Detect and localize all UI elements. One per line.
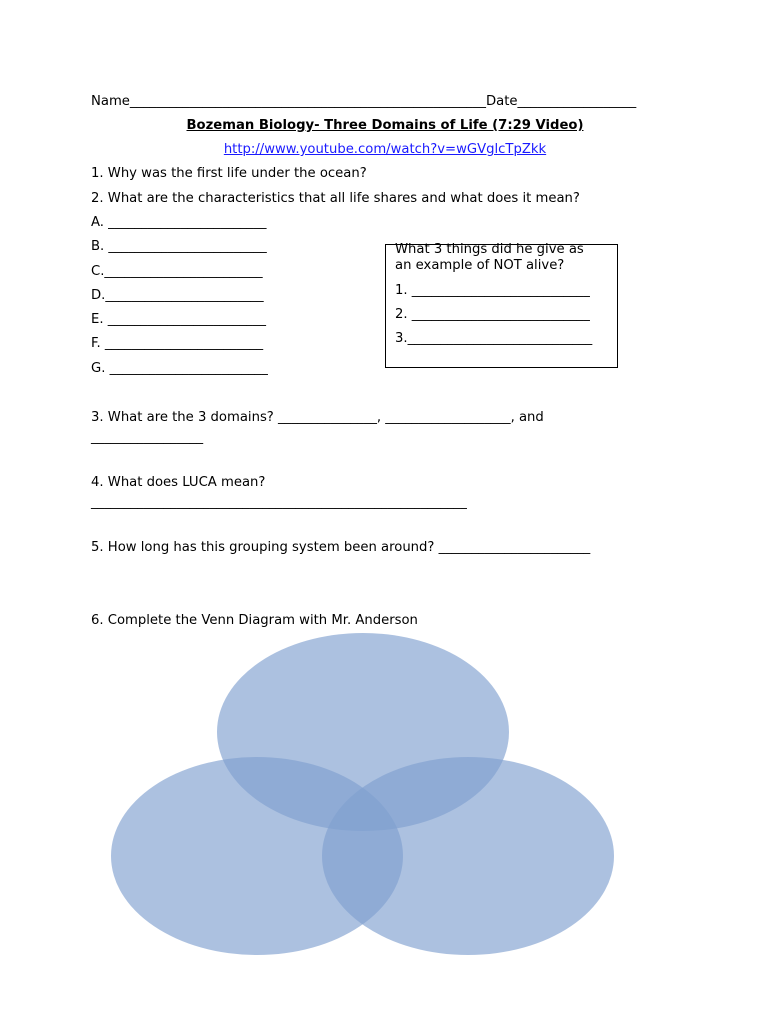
answer-line-d: D.________________________	[91, 288, 264, 303]
question-4: 4. What does LUCA mean?	[91, 475, 266, 490]
video-link[interactable]: http://www.youtube.com/watch?v=wGVglcTpZkk	[223, 142, 547, 157]
answer-line-f: F. ________________________	[91, 336, 264, 351]
name-date-line: Name______________________________________________________Date__________________	[91, 94, 637, 109]
page-title: Bozeman Biology- Three Domains of Life (7:29 Video)	[186, 118, 584, 133]
question-6: 6. Complete the Venn Diagram with Mr. Anderson	[91, 613, 418, 628]
question-1: 1. Why was the first life under the ocean?	[91, 166, 367, 181]
answer-line-c: C.________________________	[91, 264, 263, 279]
question-4-answer-line: _________________________________________________________	[91, 495, 467, 510]
answer-line-g: G. ________________________	[91, 361, 268, 376]
question-3-continued: _________________	[91, 430, 204, 445]
box-question-line-1: What 3 things did he give as	[395, 242, 584, 257]
answer-line-a: A. ________________________	[91, 215, 267, 230]
answer-line-b: B. ________________________	[91, 239, 267, 254]
box-answer-1: 1. ___________________________	[395, 283, 590, 298]
box-answer-3: 3.____________________________	[395, 331, 593, 346]
answer-line-e: E. ________________________	[91, 312, 266, 327]
venn-circle-right	[322, 757, 614, 955]
question-3: 3. What are the 3 domains? _______________, ___________________, and	[91, 410, 544, 425]
box-answer-2: 2. ___________________________	[395, 307, 590, 322]
box-question-line-2: an example of NOT alive?	[395, 258, 565, 273]
question-5: 5. How long has this grouping system been around? _______________________	[91, 540, 591, 555]
question-2: 2. What are the characteristics that all life shares and what does it mean?	[91, 191, 580, 206]
